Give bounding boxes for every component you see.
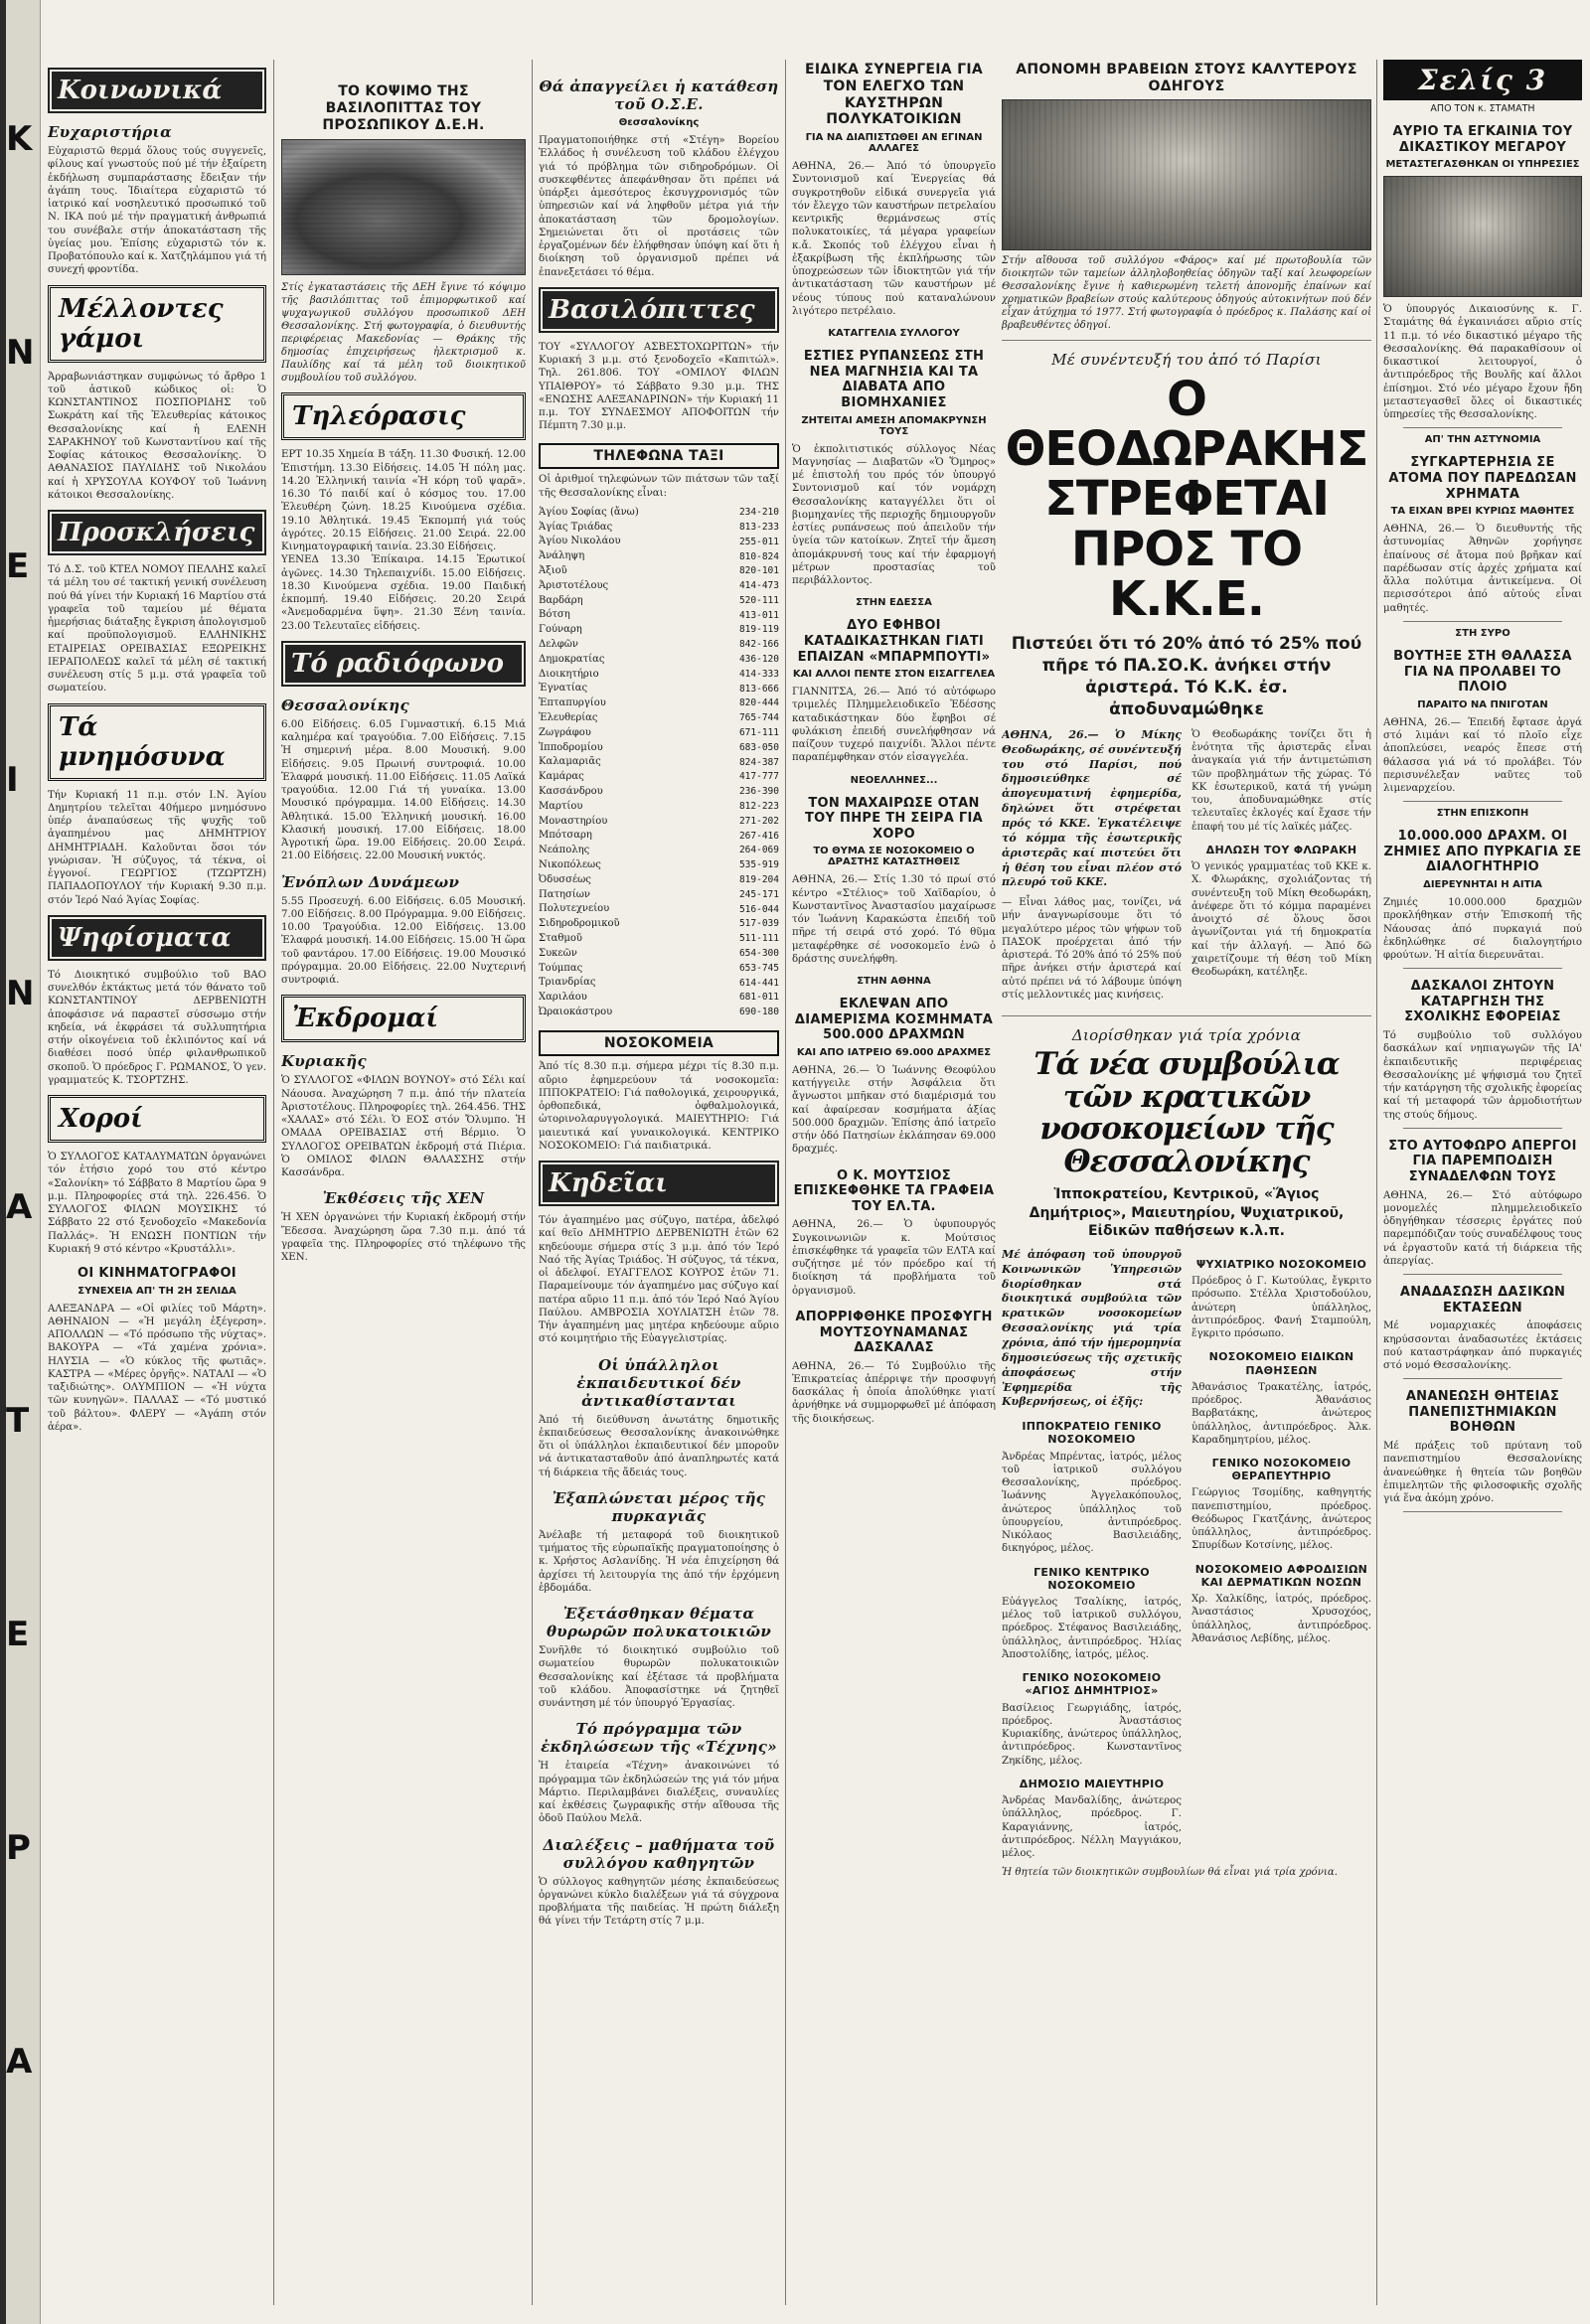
rubric-excursions: Ἐκδρομαί	[281, 995, 526, 1042]
taxi-stand: Ἐγνατίας	[539, 683, 588, 695]
headline-pollution-dek: ΖΗΤΕΙΤΑΙ ΑΜΕΣΗ ΑΠΟΜΑΚΡΥΝΣΗ ΤΟΥΣ	[801, 414, 987, 437]
taxi-row	[539, 579, 779, 594]
taxi-row	[539, 682, 779, 697]
taxi-row	[539, 844, 779, 858]
taxi-stand: Ἁγίας Τριάδας	[539, 521, 613, 533]
photo-vasilopitta	[281, 139, 526, 275]
section-text: Τό Διοικητικό συμβούλιο τοῦ ΒΑΟ συνελθόν ἐκτάκτως μετά τόν θάνατο τοῦ ΚΩΝΣΤΑΝΤΙΝΟΥ ΔΕΡΒΕΝΙΩΤΗ ἀποφάσισε νά παραστεῖ σύσσωμο στήν κηδεία, νά ἐκφράσει τά συλλυπητήρια στήν οἰκογένεια τοῦ ἐκλιπόντος καί νά διαθέσει ποσό ὑπέρ φιλανθρωπικοῦ σκοποῦ. Ὁ πρόεδρος Γ. ΡΩΜΑΝΟΣ, Ὁ γεν. γραμματεύς Κ. ΤΣΟΡΤΖΗΣ.	[48, 969, 266, 1086]
page-number-banner: Σελίς 3	[1383, 60, 1582, 100]
headline-jewellery-dek: ΚΑΙ ΑΠΟ ΙΑΤΡΕΙΟ 69.000 ΔΡΑΧΜΕΣ	[796, 1046, 992, 1058]
photo-caption: Στίς ἐγκαταστάσεις τῆς ΔΕΗ ἔγινε τό κόψιμο τῆς βασιλόπιττας τοῦ ἐπιμορφωτικοῦ καί ψυχαγωγικοῦ συλλόγου προσωπικοῦ ΔΕΗ Θεσσαλονίκης. Στή φωτογραφία, ὁ διευθυντής περιφέρειας Μακεδονίας — Θράκης τῆς δημοσίας ἐπιχειρήσεως ἠλεκτρισμοῦ κ. Παυλίδης καί τά μέλη τοῦ διοικητικοῦ συμβουλίου τοῦ συλλόγου.	[281, 282, 526, 385]
taxi-row	[539, 815, 779, 830]
item-text: ΑΘΗΝΑ, 26.— Ἐπειδή ἔφτασε ἀργά στό λιμάνι καί τό πλοῖο εἶχε ἀποπλεύσει, νεαρός ἔπεσε στή θάλασσα γιά νά τό προλάβει. Τόν περισυνέλεξαν ναῦτες τοῦ λιμεναρχείου.	[1383, 716, 1582, 794]
vasilopittes-text: ΤΟΥ «ΣΥΛΛΟΓΟΥ ΑΣΒΕΣΤΟΧΩΡΙΤΩΝ» τήν Κυριακή 3 μ.μ. στό ξενοδοχεῖο «Καπιτώλ». Τηλ. 261.806. ΤΟΥ «ΟΜΙΛΟΥ ΦΙΛΩΝ ΥΠΑΙΘΡΟΥ» τό Σάββατο 9.30 μ.μ. ΤΗΣ «ΕΝΩΣΗΣ ΑΛΕΞΑΝΔΡΙΝΩΝ» τήν Κυριακή 11 π.μ. ΤΟΥ ΣΥΝΔΕΣΜΟΥ ΑΠΟΦΟΙΤΩΝ τήν Πέμπτη 7.30 μ.μ.	[539, 341, 779, 432]
rubric-television: Τηλεόρασις	[281, 392, 526, 440]
hospital-board-heading: ΔΗΜΟΣΙΟ ΜΑΙΕΥΤΗΡΙΟ	[1019, 1777, 1165, 1790]
hospitals-heading: ΝΟΣΟΚΟΜΕΙΑ	[539, 1030, 779, 1057]
taxi-number: 813-233	[738, 521, 779, 533]
jewellery-text: ΑΘΗΝΑ, 26.— Ὁ Ἰωάννης Θεοφύλου κατήγγειλε στήν Ἀσφάλεια ὅτι ἄγνωστοι μπῆκαν στό διαμέρισμά του καί ἀφαίρεσαν κοσμήματα ἀξίας 500.000 δραχμῶν. Ἐπίσης ἀπό ἰατρεῖο στήν ὁδό Πατησίων ἐκλάπησαν 69.000 δραχμές.	[792, 1064, 996, 1156]
taxi-number: 414-333	[738, 668, 779, 680]
stabbing-text: ΑΘΗΝΑ, 26.— Στίς 1.30 τό πρωί στό κέντρο «Στέλιος» τοῦ Χαϊδαρίου, ὁ Κωνσταντῖνος Ἀναστασίου μαχαίρωσε τόν Ἰωάννη Καρακώστα ἐπειδή τοῦ πῆρε τή σειρά στό χορό. Τό θῦμα μεταφέρθηκε σέ νοσοκομεῖο ἐνῶ ὁ δράστης συνελήφθη.	[792, 874, 996, 965]
previous-page-letter: Ε	[6, 546, 28, 586]
item-headline: 10.000.000 ΔΡΑΧΜ. ΟΙ ΖΗΜΙΕΣ ΑΠΟ ΠΥΡΚΑΓΙΑ ΣΕ ΔΙΑΛΟΓΗΤΗΡΙΟ	[1383, 829, 1582, 875]
theodorakis-deck: Πιστεύει ὅτι τό 20% ἀπό τό 25% πού πῆρε τό ΠΑ.ΣΟ.Κ. ἀνήκει στήν ἀριστερά. Τό Κ.Κ. ἐσ. ἀποδυναμώθηκε	[1011, 633, 1362, 719]
previous-page-letter: Ι	[6, 760, 17, 800]
column-rule	[532, 60, 533, 2305]
taxi-row	[539, 917, 779, 932]
taxi-stand: Ὀδυσσέως	[539, 873, 591, 885]
byline: ΑΠΟ ΤΟΝ κ. ΣΤΑΜΑΤΗ	[1430, 103, 1535, 114]
taxi-stand: Νεάπολης	[539, 845, 590, 856]
previous-page-letter: Ε	[6, 1615, 28, 1654]
taxi-row	[539, 873, 779, 888]
brief-headline: Οἱ ὑπάλληλοι ἐκπαιδευτικοί δέν ἀντικαθίστανται	[576, 1355, 741, 1410]
florakis-text: Ὁ γενικός γραμματέας τοῦ ΚΚΕ κ. Χ. Φλωράκης, σχολιάζοντας τή συνέντευξη τοῦ Μίκη Θεοδωράκη, ἀνέφερε ὅτι τό κόμμα παραμένει ἀνοιχτό σέ ὅλους ὅσοι ἀγωνίζονται γιά τή δημοκρατία καί τήν ἀλλαγή. — Ἀπό δῶ χαιρετίζουμε τή θέση τοῦ Μίκη Θεοδωράκη, κατέληξε.	[1192, 861, 1371, 979]
previous-page-edge	[0, 0, 41, 2324]
brief-text: Ἀνέλαβε τή μεταφορά τοῦ διοικητικοῦ τμήματος τῆς εὐρωπαϊκῆς πραγματοποίησης ὁ κ. Χρήστος Ασλανίδης. Ἡ νέα ἐπιχείρηση θά ἀρχίσει τή λειτουργία της ἀπό τήν ἐρχόμενη ἑβδομάδα.	[539, 1529, 779, 1594]
item-headline: ΒΟΥΤΗΞΕ ΣΤΗ ΘΑΛΑΣΣΑ ΓΙΑ ΝΑ ΠΡΟΛΑΒΕΙ ΤΟ ΠΛΟΙΟ	[1393, 648, 1572, 696]
brief-headline: Ἐξετάσθηκαν θέματα θυρωρῶν πολυκατοικιῶν	[546, 1605, 772, 1641]
theodorakis-lead: ΑΘΗΝΑ, 26.— Ὁ Μίκης Θεοδωράκης, σέ συνέντευξή του στό Παρίσι, πού δημοσιεύθηκε σέ ἀπογευματινή ἐφημερίδα, δηλώνει ὅτι στρέφεται πρός τό ΚΚΕ. Ἐγκατέλειψε τό κόμμα τῆς ἐσωτερικῆς ἀριστερᾶς καί πιστεύει ὅτι ἡ θέση του εἶναι πλέον στό πλευρό τοῦ ΚΚΕ.	[1002, 727, 1182, 889]
hospitals-boards-headline: Τά νέα συμβούλια τῶν κρατικῶν νοσοκομείων τῆς Θεσσαλονίκης	[1034, 1046, 1340, 1179]
taxi-number: 654-300	[738, 948, 779, 960]
taxi-stand: Ἁγίου Νικολάου	[539, 536, 621, 547]
hospital-board-text: Γεώργιος Τσομίδης, καθηγητής πανεπιστημίου, πρόεδρος. Θεόδωρος Γκατζάνης, ἀνώτερος ὑπάλληλος, ἀντιπρόεδρος. Σπυρίδων Κοτσίνης, μέλος.	[1192, 1487, 1371, 1552]
taxi-row	[539, 800, 779, 815]
radio-schedule-thessaloniki: 6.00 Εἰδήσεις. 6.05 Γυμναστική. 6.15 Μιά καλημέρα καί τραγούδια. 7.00 Εἰδήσεις. 7.15 Ἡ σημερινή μέρα. 8.00 Μουσική. 9.00 Εἰδήσεις. 9.05 Πρωινή συντροφιά. 10.00 Ἐλαφρά μουσική. 11.00 Εἰδήσεις. 11.05 Λαϊκά τραγούδια. 12.00 Γιά τή γυναίκα. 13.00 Μουσικό πρόγραμμα. 14.00 Εἰδήσεις. 14.30 Ἀθλητικά. 15.00 Ἑλληνική μουσική. 16.00 Κλασική μουσική. 17.00 Εἰδήσεις. 18.00 Ἀγροτική ὥρα. 19.00 Εἰδήσεις. 20.00 Σειρά. 21.00 Εἰδήσεις. 22.00 Μουσική νυκτός.	[281, 718, 526, 862]
headline-vasilopitta-dei: ΤΟ ΚΟΨΙΜΟ ΤΗΣ ΒΑΣΙΛΟΠΙΤΤΑΣ ΤΟΥ ΠΡΟΣΩΠΙΚΟΥ Δ.Ε.Η.	[322, 83, 485, 133]
taxi-number: 653-745	[738, 962, 779, 974]
taxi-phones-heading: ΤΗΛΕΦΩΝΑ ΤΑΞΙ	[539, 443, 779, 470]
item-kicker: ΣΤΗΝ ΕΠΙΣΚΟΠΗ	[1436, 808, 1529, 820]
taxi-number: 236-390	[738, 786, 779, 798]
item-text: Μέ πράξεις τοῦ πρύτανη τοῦ πανεπιστημίου Θεσσαλονίκης ἀνανεώθηκε ἡ θητεία τῶν βοηθῶν ἐπιμελητῶν τῆς φιλοσοφικῆς σχολῆς γιά ἕνα ἀκόμη χρόνο.	[1383, 1441, 1582, 1505]
item-rule	[1403, 621, 1562, 622]
taxi-stand: Διοικητήριο	[539, 668, 599, 680]
taxi-phones-table	[539, 506, 779, 1020]
previous-page-letter: Τ	[6, 1401, 28, 1441]
taxi-number: 820-444	[738, 697, 779, 709]
taxi-number: 516-044	[738, 903, 779, 915]
column-rule	[1376, 60, 1377, 2305]
taxi-row	[539, 697, 779, 711]
taxi-number: 267-416	[738, 830, 779, 842]
hospital-board-heading: ΓΕΝΙΚΟ ΝΟΣΟΚΟΜΕΙΟ ΘΕΡΑΠΕΥΤΗΡΙΟ	[1211, 1457, 1352, 1483]
taxi-row	[539, 991, 779, 1006]
taxi-number: 842-166	[738, 639, 779, 651]
hospital-board-text: Πρόεδρος ὁ Γ. Κωτούλας, ἔγκριτο πρόσωπο. Στέλλα Χριστοδούλου, ἀνώτερη ὑπάλληλος, ἀντιπρόεδρος. Φανή Σταμπούλη, ἔγκριτο πρόσωπο.	[1192, 1276, 1371, 1340]
taxi-stand: Γούναρη	[539, 624, 582, 636]
taxi-stand: Σιδηροδρομικοῦ	[539, 918, 620, 930]
florakis-heading: ΔΗΛΩΣΗ ΤΟΥ ΦΛΩΡΑΚΗ	[1205, 843, 1357, 856]
section-dek: ΣΥΝΕΧΕΙΑ ΑΠ' ΤΗ 2Η ΣΕΛΙΔΑ	[78, 1285, 237, 1297]
taxi-row	[539, 976, 779, 991]
barbouti-text: ΓΙΑΝΝΙΤΣΑ, 26.— Ἀπό τό αὐτόφωρο τριμελές Πλημμελειοδικεῖο Ἐδέσσης καταδικάστηκαν δύο ἔφηβοι σέ φυλάκιση ἐπειδή συνελήφθησαν νά παίζουν τυχερό παιχνίδι. Ἄλλοι πέντε παραπέμφθηκαν στόν εἰσαγγελέα.	[792, 687, 996, 764]
excursions-sub-sunday: Κυριακῆς	[281, 1052, 367, 1071]
taxi-stand: Ἀριστοτέλους	[539, 579, 609, 591]
taxi-stand: Τριανδρίας	[539, 977, 596, 989]
taxi-row	[539, 741, 779, 756]
hospitals-boards-tail: Ἡ θητεία τῶν διοικητικῶν συμβουλίων θά εἶναι γιά τρία χρόνια.	[1002, 1867, 1338, 1879]
taxi-stand: Ζωγράφου	[539, 726, 591, 738]
taxi-row	[539, 668, 779, 683]
item-headline: ΔΑΣΚΑΛΟΙ ΖΗΤΟΥΝ ΚΑΤΑΡΓΗΣΗ ΤΗΣ ΣΧΟΛΙΚΗΣ ΕΦΟΡΕΙΑΣ	[1404, 979, 1561, 1025]
hospital-board-heading: ΝΟΣΟΚΟΜΕΙΟ ΑΦΡΟΔΙΣΙΩΝ ΚΑΙ ΔΕΡΜΑΤΙΚΩΝ ΝΟΣΩΝ	[1194, 1562, 1368, 1589]
item-text: ΑΘΗΝΑ, 26.— Στό αὐτόφωρο μονομελές πλημμελειοδικεῖο ὁδηγήθηκαν τέσσερις ἐργάτες πού παρεμπόδιζαν τούς συναδέλφους τους νά ἐργαστοῦν κατά τή διάρκεια τῆς ἀπεργίας.	[1383, 1189, 1582, 1267]
taxi-stand: Μαρτίου	[539, 800, 583, 812]
brief-text: Συνῆλθε τό διοικητικό συμβούλιο τοῦ σωματείου θυρωρῶν πολυκατοικιῶν Θεσσαλονίκης καί ἐξέτασε τά προβλήματα τοῦ κλάδου. Ἀποφασίστηκε νά ζητηθεῖ συνάντηση μέ τόν ὑπουργό Ἐργασίας.	[539, 1645, 779, 1710]
section-text: Τό Δ.Σ. τοῦ ΚΤΕΛ ΝΟΜΟΥ ΠΕΛΛΗΣ καλεῖ τά μέλη του σέ τακτική γενική συνέλευση πού θά γίνει τήν Κυριακή 16 Μαρτίου στά γραφεῖα τοῦ ταμείου μέ θέματα ἡμερήσιας διάταξης ἔγκριση ἀπολογισμοῦ καί προϋπολογισμοῦ. ΕΛΛΗΝΙΚΗΣ ΕΤΑΙΡΕΙΑΣ ΟΡΕΙΒΑΣΙΑΣ ΕΞΩΡΕΙΚΗΣ ΙΕΡΑΠΟΛΕΩΣ καλεῖ τά μέλη σέ τακτική συνέλευση στίς 5 μ.μ. στά γραφεῖα τοῦ σωματείου.	[48, 564, 266, 695]
taxi-row	[539, 962, 779, 977]
rubric-section: Ψηφίσματα	[48, 915, 266, 961]
item-text: Ὁ ὑπουργός Δικαιοσύνης κ. Γ. Σταμάτης θά ἐγκαινιάσει αὔριο στίς 11 π.μ. τό νέο δικαστικό μέγαρο τῆς Θεσσαλονίκης. Θά παρακαθίσουν οἱ δικαστικοί λειτουργοί, ὁ ἀντιπρόεδρος τῆς Βουλῆς καί ἄλλοι ἐπίσημοι. Στό νέο μέγαρο ἔχουν ἤδη μεταστεγασθεῖ ὅλες οἱ δικαστικές ὑπηρεσίες τῆς Θεσσαλονίκης.	[1383, 304, 1582, 421]
taxi-stand: Σταθμοῦ	[539, 932, 582, 944]
driver-awards-caption: Στήν αἴθουσα τοῦ συλλόγου «Φάρος» καί μέ πρωτοβουλία τῶν διοικητῶν τῶν ταμείων ἀλληλοβοηθείας ὁδηγῶν ταξί καί λεωφορείων Θεσσαλονίκης ἔγινε ἡ καθιερωμένη τελετή ἀπονομῆς ἐπαίνων καί χρηματικῶν βραβείων στούς καλύτερους ὁδηγούς αὐτοκινήτων πού δέν εἶχαν ἀτύχημα τό 1977. Στή φωτογραφία ὁ πρόεδρος κ. Παλάσης καί οἱ βραβευθέντες ὁδηγοί.	[1002, 254, 1371, 331]
previous-page-letter: Ρ	[6, 1828, 29, 1868]
taxi-row	[539, 902, 779, 917]
taxi-stand: Κασσάνδρου	[539, 785, 603, 797]
previous-page-letter: Κ	[6, 119, 31, 159]
headline-ose-sub: Θεσσαλονίκης	[618, 117, 700, 128]
excursions-text-xen: Ἡ ΧΕΝ ὀργανώνει τήν Κυριακή ἐκδρομή στήν Ἔδεσσα. Ἀναχώρηση ὥρα 7.30 π.μ. ἀπό τά γραφεῖα της. Πληροφορίες στό τηλέφωνο τῆς ΧΕΝ.	[281, 1212, 526, 1264]
theodorakis-text-a: — Εἶναι λάθος μας, τονίζει, νά μήν ἀναγνωρίσουμε ὅτι τό μεγαλύτερο μέρος τῶν ψήφων τοῦ ΠΑΣΟΚ προέρχεται ἀπό τήν ἀριστερά. Τό 20% ἀπό τό 25% πού πῆρε ἀνήκει στήν ἀριστερά καί αὐτό πρέπει νά τό λάβουμε ὑπόψη στίς μελλοντικές μας κινήσεις.	[1002, 897, 1182, 1001]
headline-burners: ΕΙΔΙΚΑ ΣΥΝΕΡΓΕΙΑ ΓΙΑ ΤΟΝ ΕΛΕΓΧΟ ΤΩΝ ΚΑΥΣΤΗΡΩΝ ΠΟΛΥΚΑΤΟΙΚΙΩΝ	[805, 62, 983, 128]
hospitals-text: Ἀπό τίς 8.30 π.μ. σήμερα μέχρι τίς 8.30 π.μ. αὔριο ἐφημερεύουν τά νοσοκομεῖα: ΙΠΠΟΚΡΑΤΕΙΟ: Γιά παθολογικά, χειρουργικά, ὀρθοπεδικά, ὀφθαλμολογικά, ὠτορινολαρυγγολογικά. ΜΑΙΕΥΤΗΡΙΟ: Γιά μαιευτικά καί γυναικολογικά. ΚΕΝΤΡΙΚΟ ΝΟΣΟΚΟΜΕΙΟ: Γιά παιδιατρικά.	[539, 1061, 779, 1152]
hospital-board-heading: ΓΕΝΙΚΟ ΚΕΝΤΡΙΚΟ ΝΟΣΟΚΟΜΕΙΟ	[1034, 1565, 1150, 1592]
hospitals-boards-deck: Ἱπποκρατείου, Κεντρικοῦ, «Ἅγιος Δημήτριος», Μαιευτηρίου, Ψυχιατρικοῦ, Εἰδικῶν παθήσεων κ.λ.π.	[1029, 1186, 1345, 1239]
taxi-stand: Καμάρας	[539, 771, 584, 783]
rubric-section: Κοινωνικά	[48, 68, 266, 113]
section-subheading: ΟΙ ΚΙΝΗΜΑΤΟΓΡΑΦΟΙ	[78, 1266, 237, 1281]
taxi-row	[539, 594, 779, 609]
taxi-number: 820-101	[738, 565, 779, 577]
taxi-number: 255-011	[738, 536, 779, 547]
previous-page-letter: Ν	[6, 333, 33, 373]
kicker-complaint: ΚΑΤΑΓΓΕΛΙΑ ΣΥΛΛΟΓΟΥ	[828, 328, 960, 340]
headline-ose: Θά ἀπαγγείλει ἡ κατάθεση τοῦ Ο.Σ.Ε.	[539, 77, 779, 113]
theodorakis-body-right	[1192, 728, 1371, 1007]
ose-text: Πραγματοποιήθηκε στή «Στέγη» Βορείου Ἑλλάδος ἡ συνέλευση τοῦ κλάδου ἐλέγχου γιά τό πρόβλημα τῶν σιδηροδρόμων. Οἱ συσκεφθέντες ἀπεφάνθησαν ὅτι πρέπει νά ὑπάρξει ἀμεσότερος ἐκσυγχρονισμός τῶν ὑπηρεσιῶν καί νά ληφθοῦν μέτρα γιά τήν ἀποκατάσταση τῶν δρομολογίων. Σημειώνεται ὅτι οἱ προτάσεις τῶν ἐργαζομένων δέν ἐλήφθησαν ὑπόψη καί ὅτι ἡ διοίκηση τοῦ ὀργανισμοῦ πρέπει νά ἐπανεξετάσει τό θέμα.	[539, 135, 779, 278]
taxi-stand: Ἱπποδρομίου	[539, 741, 603, 753]
rubric-section: Χοροί	[48, 1095, 266, 1143]
headline-burners-dek: ΓΙΑ ΝΑ ΔΙΑΠΙΣΤΩΘΕΙ ΑΝ ΕΓΙΝΑΝ ΑΛΛΑΓΕΣ	[805, 132, 983, 155]
brief-text: Ἡ ἑταιρεία «Τέχνη» ἀνακοινώνει τό πρόγραμμα τῶν ἐκδηλώσεών της γιά τόν μήνα Μάρτιο. Περιλαμβάνει διαλέξεις, συναυλίες καί ἐκθέσεις ζωγραφικῆς στήν αἴθουσα τῆς ὁδοῦ Παύλου Μελᾶ.	[539, 1761, 779, 1825]
rubric-vasilopittes: Βασιλόπιττες	[539, 287, 779, 333]
hospital-board-text: Ἀνδρέας Μπρέντας, ἰατρός, μέλος τοῦ ἰατρικοῦ συλλόγου Θεσσαλονίκης, πρόεδρος. Ἰωάννης Ἀγγελακόπουλος, ἀνώτερος ὑπάλληλος τοῦ ὑπουργείου, ἀντιπρόεδρος. Νικόλαος Βασιλειάδης, δικηγόρος, μέλος.	[1002, 1451, 1182, 1555]
radio-sub-thessaloniki: Θεσσαλονίκης	[281, 696, 409, 714]
taxi-stand: Μπότσαρη	[539, 830, 592, 842]
hospitals-boards-kicker: Διορίσθηκαν γιά τρία χρόνια	[1071, 1026, 1302, 1045]
item-rule	[1403, 801, 1562, 802]
taxi-stand: Δελφῶν	[539, 638, 578, 650]
section-rule	[1002, 340, 1371, 341]
item-text: Μέ νομαρχιακές ἀποφάσεις κηρύσσονται ἀναδασωτέες ἐκτάσεις πού καταστράφηκαν ἀπό πυρκαγιές στό νομό Θεσσαλονίκης.	[1383, 1320, 1582, 1372]
taxi-row	[539, 564, 779, 579]
taxi-number: 671-111	[738, 727, 779, 739]
theodorakis-headline: Ο ΘΕΟΔΩΡΑΚΗΣ ΣΤΡΕΦΕΤΑΙ ΠΡΟΣ ΤΟ Κ.Κ.Ε.	[1005, 371, 1368, 628]
taxi-row	[539, 653, 779, 668]
taxi-number: 819-119	[738, 624, 779, 636]
hospital-board-heading: ΓΕΝΙΚΟ ΝΟΣΟΚΟΜΕΙΟ «ΑΓΙΟΣ ΔΗΜΗΤΡΙΟΣ»	[1022, 1671, 1162, 1698]
section-text: Τήν Κυριακή 11 π.μ. στόν Ι.Ν. Ἁγίου Δημητρίου τελεῖται 40ήμερο μνημόσυνο ὑπέρ ἀναπαύσεως τῆς ψυχῆς τοῦ ἀγαπημένου μας ΔΗΜΗΤΡΙΟΥ ΔΗΜΗΤΡΙΑΔΗ. Καλοῦνται ὅσοι τόν γνώρισαν. Ἡ σύζυγος, τά τέκνα, οἱ ἐγγονοί. ΓΕΩΡΓΙΟΣ (ΤΖΩΡΤΖΗ) ΠΑΠΑΔΟΠΟΥΛΟΥ τήν Κυριακή 9.30 π.μ. στόν Ἱερό Ναό Ἁγίας Σοφίας.	[48, 789, 266, 906]
taxi-row	[539, 726, 779, 741]
brief-headline: Διαλέξεις – μαθήματα τοῦ συλλόγου καθηγητῶν	[543, 1835, 775, 1872]
taxi-number: 414-473	[738, 580, 779, 592]
headline-jewellery-theft: ΕΚΛΕΨΑΝ ΑΠΟ ΔΙΑΜΕΡΙΣΜΑ ΚΟΣΜΗΜΑΤΑ 500.000 ΔΡΑΧΜΩΝ	[794, 997, 994, 1043]
taxi-number: 436-120	[738, 654, 779, 666]
taxi-stand: Καλαμαριᾶς	[539, 756, 601, 768]
taxi-number: 413-011	[738, 609, 779, 621]
kicker-neoellines: ΝΕΟΕΛΛΗΝΕΣ...	[850, 774, 938, 786]
taxi-stand: Νικοπόλεως	[539, 858, 601, 870]
hospitals-boards-left	[1002, 1248, 1182, 1866]
photo-courthouse	[1383, 176, 1582, 297]
column-news	[792, 60, 996, 2315]
taxi-row	[539, 506, 779, 521]
taxi-stand: Πολυτεχνείου	[539, 903, 610, 915]
headline-moutsios: Ο Κ. ΜΟΥΤΣΙΟΣ ΕΠΙΣΚΕΦΘΗΚΕ ΤΑ ΓΡΑΦΕΙΑ ΤΟΥ ΕΛ.ΤΑ.	[793, 1167, 995, 1214]
section-subheading: Ευχαριστήρια	[48, 123, 172, 141]
item-text: ΑΘΗΝΑ, 26.— Ὁ διευθυντής τῆς ἀστυνομίας Ἀθηνῶν χορήγησε ἐπαίνους σέ ἄτομα πού βρῆκαν καί παρέδωσαν στίς ἀρχές χρήματα καί ἄλλα πολύτιμα ἀντικείμενα. Οἱ περισσότεροι ἀπό αὐτούς εἶναι μαθητές.	[1383, 524, 1582, 614]
taxi-row	[539, 785, 779, 800]
brief-text: Ἀπό τή διεύθυνση ἀνωτάτης δημοτικῆς ἐκπαιδεύσεως Θεσσαλονίκης ἀνακοινώθηκε ὅτι οἱ ὑπάλληλοι ἐκπαιδευτικοί δέν μποροῦν νά ἀντικατασταθοῦν ἀπό ἀναπληρωτές κατά τή διάρκεια τῆς ἄδειάς τους.	[539, 1414, 779, 1478]
hospital-board-text: Ἀνδρέας Μανδαλίδης, ἀνώτερος ὑπάλληλος, πρόεδρος. Γ. Καραγιάννης, ἰατρός, ἀντιπρόεδρος. Νέλλη Μαγγιάκου, μέλος.	[1002, 1795, 1182, 1860]
taxi-number: 511-111	[738, 933, 779, 945]
hospital-board-heading: ΙΠΠΟΚΡΑΤΕΙΟ ΓΕΝΙΚΟ ΝΟΣΟΚΟΜΕΙΟ	[1022, 1420, 1162, 1447]
taxi-number: 690-180	[738, 1007, 779, 1018]
item-dek: ΔΙΕΡΕΥΝΗΤΑΙ Η ΑΙΤΙΑ	[1423, 879, 1542, 891]
taxi-row	[539, 521, 779, 536]
item-dek: ΜΕΤΑΣΤΕΓΑΣΘΗΚΑΝ ΟΙ ΥΠΗΡΕΣΙΕΣ	[1385, 159, 1580, 171]
taxi-row	[539, 829, 779, 844]
taxi-row	[539, 549, 779, 564]
taxi-number: 517-039	[738, 918, 779, 930]
item-kicker: ΑΠ' ΤΗΝ ΑΣΤΥΝΟΜΙΑ	[1424, 434, 1541, 446]
rubric-section: Τά μνημόσυνα	[48, 703, 266, 781]
headline-teacher-appeal: ΑΠΟΡΡΙΦΘΗΚΕ ΠΡΟΣΦΥΓΗ ΜΟΥΤΣΟΥΝΑΜΑΝΑΣ ΔΑΣΚΑΛΑΣ	[795, 1309, 993, 1356]
item-text: Ζημιές 10.000.000 δραχμῶν προκλήθηκαν στήν Ἐπισκοπή τῆς Νάουσας ἀπό πυρκαγιά πού ἐκδηλώθηκε σέ διαλογητήριο φρούτων. Ἡ αἰτία διερευνᾶται.	[1383, 897, 1582, 962]
hospital-board-text: Ἀθανάσιος Τρακατέλης, ἰατρός, πρόεδρος. Ἀθανάσιος Βαρβατάκης, ἀνώτερος ὑπάλληλος, ἀντιπρόεδρος. Ἀλκ. Καραδημητρίου, μέλος.	[1192, 1381, 1371, 1446]
item-headline: ΑΝΑΝΕΩΣΗ ΘΗΤΕΙΑΣ ΠΑΝΕΠΙΣΤΗΜΙΑΚΩΝ ΒΟΗΘΩΝ	[1405, 1389, 1560, 1436]
excursions-sub-xen: Ἐκθέσεις τῆς ΧΕΝ	[322, 1189, 485, 1208]
taxi-stand: Ὠραιοκάστρου	[539, 1006, 613, 1017]
section-text: Ὁ ΣΥΛΛΟΓΟΣ ΚΑΤΑΛΥΜΑΤΩΝ ὀργανώνει τόν ἐτήσιο χορό του στό κέντρο «Σαλονίκη» τό Σάββατο 8 Μαρτίου ὥρα 9 μ.μ. Πληροφορίες στά τηλ. 226.456. Ὁ ΣΥΛΛΟΓΟΣ ΦΙΛΩΝ ΜΟΥΣΙΚΗΣ τό Σάββατο 22 στό ξενοδοχεῖο «Μακεδονία Παλλάς». Ἡ ΕΝΩΣΗ ΠΟΝΤΙΩΝ τήν Κυριακή 9 στό κέντρο «Κρυστάλλι».	[48, 1152, 266, 1255]
column-rule	[785, 60, 786, 2305]
taxi-row	[539, 1006, 779, 1020]
headline-barbouti: ΔΥΟ ΕΦΗΒΟΙ ΚΑΤΑΔΙΚΑΣΤΗΚΑΝ ΓΙΑΤΙ ΕΠΑΙΖΑΝ «ΜΠΑΡΜΠΟΥΤΙ»	[797, 618, 991, 665]
section-text: Ἀρραβωνιάστηκαν συμφώνως τό ἄρθρο 1 τοῦ ἀστικοῦ κώδικος οἱ: Ὁ ΚΩΝΣΤΑΝΤΙΝΟΣ ΠΟΣΠΟΡΙΔΗΣ τοῦ Σωκράτη καί τῆς Ἐλευθερίας κάτοικος Θεσσαλονίκης καί ἡ ΕΛΕΝΗ ΣΑΡΑΚΗΝΟΥ τοῦ Κωνσταντίνου καί τῆς Σοφίας κάτοικος Θεσσαλονίκης. Ὁ ΑΘΑΝΑΣΙΟΣ ΠΑΥΛΙΔΗΣ τοῦ Νικολάου καί ἡ ΧΡΥΣΟΥΛΑ ΚΟΥΦΟΥ τοῦ Ἰωάννη κάτοικοι Θεσσαλονίκης.	[48, 371, 266, 501]
headline-barbouti-dek: ΚΑΙ ΑΛΛΟΙ ΠΕΝΤΕ ΣΤΟΝ ΕΙΣΑΓΓΕΛΕΑ	[792, 669, 996, 681]
rubric-radio: Τό ραδιόφωνο	[281, 641, 526, 687]
taxi-number: 812-223	[738, 801, 779, 813]
taxi-stand: Τούμπας	[539, 962, 583, 974]
item-rule	[1403, 427, 1562, 428]
column-lead	[1002, 60, 1371, 2315]
brief-text: Ὁ σύλλογος καθηγητῶν μέσης ἐκπαιδεύσεως ὀργανώνει κύκλο διαλέξεων γιά τά σύγχρονα προβλήματα τῆς παιδείας. Ἡ πρώτη διάλεξη θά γίνει τήν Τετάρτη στίς 7 μ.μ.	[539, 1876, 779, 1928]
taxi-number: 264-069	[738, 845, 779, 856]
taxi-stand: Χαριλάου	[539, 992, 587, 1004]
section-text: ΑΛΕΞΑΝΔΡΑ — «Οἱ φιλίες τοῦ Μάρτη». ΑΘΗΝΑΙΟΝ — «Ἡ μεγάλη ἐξέγερση». ΑΠΟΛΛΩΝ — «Τό πρόσωπο τῆς νύχτας». ΒΑΚΟΥΡΑ — «Τά χαμένα χρόνια». ΗΛΥΣΙΑ — «Ὁ κύκλος τῆς φωτιᾶς». ΚΑΣΤΡΑ — «Μέρες ὀργῆς». ΝΑΤΑΛΙ — «Ὁ ταξιδιώτης». ΟΛΥΜΠΙΟΝ — «Ἡ νύχτα τῶν κυνηγῶν». ΠΑΛΛΑΣ — «Τό μυστικό τοῦ βάλτου». ΦΛΕΡΥ — «Ἀγάπη στόν ἀέρα».	[48, 1303, 266, 1433]
taxi-row	[539, 623, 779, 638]
taxi-stand: Ἐλευθερίας	[539, 711, 598, 723]
headline-stabbing: ΤΟΝ ΜΑΧΑΙΡΩΣΕ ΟΤΑΝ ΤΟΥ ΠΗΡΕ ΤΗ ΣΕΙΡΑ ΓΙΑ ΧΟΡΟ	[804, 795, 984, 842]
taxi-row	[539, 608, 779, 623]
taxi-number: 810-824	[738, 550, 779, 562]
pollution-text: Ὁ ἐκπολιτιστικός σύλλογος Νέας Μαγνησίας — Διαβατῶν «Ὁ Ὅμηρος» μέ ἐπιστολή του πρός τόν ὑπουργό Συντονισμοῦ καί τόν νομάρχη Θεσσαλονίκης καταγγέλλει ὅτι οἱ βιομηχανίες τῆς περιοχῆς δημιουργοῦν ἑστίες ρυπάνσεως πού ἀπειλοῦν τήν ὑγεία τῶν κατοίκων. Ζητεῖ τήν ἄμεση ἀπομάκρυνσή τους καί τήν ἐφαρμογή μέτρων προστασίας τοῦ περιβάλλοντος.	[792, 443, 996, 587]
teacher-appeal-text: ΑΘΗΝΑ, 26.— Τό Συμβούλιο τῆς Ἐπικρατείας ἀπέρριψε τήν προσφυγή δασκάλας ἡ ὁποία ἀπολύθηκε γιατί ἀρνήθηκε νά συμμορφωθεῖ μέ ἀπόφαση τῆς διοικήσεως.	[792, 1360, 996, 1425]
taxi-number: 824-387	[738, 756, 779, 768]
hospitals-boards-lead: Μέ ἀπόφαση τοῦ ὑπουργοῦ Κοινωνικῶν Ὑπηρεσιῶν διορίσθηκαν στά διοικητικά συμβούλια τῶν κρατικῶν νοσοκομείων Θεσσαλονίκης γιά τρία χρόνια, ἀπό τήν ἡμερομηνία δημοσιεύσεως τῆς σχετικῆς ἀποφάσεως στήν Ἐφημερίδα τῆς Κυβερνήσεως, οἱ ἑξῆς:	[1002, 1247, 1182, 1409]
taxi-number: 535-919	[738, 859, 779, 871]
item-headline: ΑΥΡΙΟ ΤΑ ΕΓΚΑΙΝΙΑ ΤΟΥ ΔΙΚΑΣΤΙΚΟΥ ΜΕΓΑΡΟΥ	[1392, 124, 1573, 155]
headline-stabbing-dek: ΤΟ ΘΥΜΑ ΣΕ ΝΟΣΟΚΟΜΕΙΟ Ο ΔΡΑΣΤΗΣ ΚΑΤΑΣΤΗΘΕΙΣ	[813, 846, 975, 868]
theodorakis-kicker: Μέ συνέντευξή του ἀπό τό Παρίσι	[1051, 350, 1322, 369]
previous-page-letter: Ν	[6, 974, 33, 1013]
column-broadcast	[281, 60, 526, 2315]
item-rule	[1403, 968, 1562, 969]
taxi-stand: Πατησίων	[539, 888, 590, 900]
kicker-edessa: ΣΤΗΝ ΕΔΕΣΣΑ	[856, 597, 932, 609]
taxi-stand: Βότση	[539, 609, 570, 621]
rubric-section: Μέλλοντες γάμοι	[48, 285, 266, 363]
item-kicker: ΣΤΗ ΣΥΡΟ	[1455, 627, 1510, 639]
hospital-board-heading: ΨΥΧΙΑΤΡΙΚΟ ΝΟΣΟΚΟΜΕΙΟ	[1195, 1257, 1367, 1271]
taxi-stand: Βαρδάρη	[539, 594, 583, 606]
item-text: Τό συμβούλιο τοῦ συλλόγου δασκάλων καί νηπιαγωγῶν τῆς ΙΑ' ἐκπαιδευτικῆς περιφέρειας Θεσσαλονίκης μέ ψήφισμά του ζητεῖ τήν κατάργηση τῆς σχολικῆς ἐφορείας καί τή μεταφορά τῶν ἁρμοδιοτήτων της στούς δήμους.	[1383, 1030, 1582, 1121]
item-headline: ΣΥΓΚΑΡΤΕΡΗΣΙΑ ΣΕ ΑΤΟΜΑ ΠΟΥ ΠΑΡΕΔΩΣΑΝ ΧΡΗΜΑΤΑ	[1388, 455, 1577, 502]
theodorakis-body	[1002, 728, 1371, 1007]
taxi-stand: Δημοκρατίας	[539, 653, 605, 665]
column-social	[48, 60, 266, 2315]
taxi-number: 520-111	[738, 594, 779, 606]
taxi-intro: Οἱ ἀριθμοί τηλεφώνων τῶν πιάτσων τῶν ταξί τῆς Θεσσαλονίκης εἶναι:	[539, 474, 779, 499]
previous-page-letter: Α	[6, 1187, 31, 1227]
taxi-number: 819-204	[738, 874, 779, 886]
taxi-stand: Συκεῶν	[539, 947, 577, 959]
rubric-section: Προσκλήσεις	[48, 510, 266, 555]
taxi-row	[539, 535, 779, 549]
hospital-board-text: Εὐάγγελος Τσαλίκης, ἰατρός, μέλος τοῦ ἰατρικοῦ συλλόγου, πρόεδρος. Στέφανος Βασιλειάδης, ὑπάλληλος, ἀντιπρόεδρος. Ἠλίας Ἀποστολίδης, ἰατρός, μέλος.	[1002, 1596, 1182, 1660]
brief-headline: Τό πρόγραμμα τῶν ἐκδηλώσεων τῆς «Τέχνης»	[541, 1720, 777, 1757]
hospital-board-heading: ΝΟΣΟΚΟΜΕΙΟ ΕΙΔΙΚΩΝ ΠΑΘΗΣΕΩΝ	[1208, 1350, 1354, 1377]
taxi-stand: Ἁγίου Σοφίας (ἄνω)	[539, 506, 639, 518]
taxi-number: 683-050	[738, 741, 779, 753]
page3-items	[1383, 124, 1582, 1512]
theodorakis-body-left	[1002, 728, 1182, 1007]
column-services	[539, 60, 779, 2315]
taxi-number: 765-744	[738, 712, 779, 724]
item-rule	[1403, 1378, 1562, 1379]
taxi-row	[539, 711, 779, 726]
taxi-stand: Ἀξιοῦ	[539, 564, 567, 576]
brief-headline: Ἐξαπλώνεται μέρος τῆς πυρκαγιᾶς	[552, 1488, 766, 1525]
radio-sub-armed-forces: Ἐνόπλων Δυνάμεων	[281, 872, 460, 891]
taxi-row	[539, 755, 779, 770]
tv-schedule: ΕΡΤ 10.35 Χημεία Β τάξη. 11.30 Φυσική. 12.00 Ἐπιστήμη. 13.30 Εἰδήσεις. 14.05 Ἡ πόλη μας. 14.20 Ἐλληνική ταινία «Ἡ κόρη τοῦ ψαρᾶ». 16.30 Τό παιδί καί ὁ κόσμος του. 17.00 Ἐλευθέρη ζώνη. 18.25 Κινούμενα σχέδια. 19.10 Ἀθλητικά. 19.45 Ἐκπομπή γιά τούς ἀγρότες. 20.15 Εἰδήσεις. 21.00 Σειρά. 22.00 Κινηματογραφική ταινία. 23.30 Εἰδήσεις. ΥΕΝΕΔ 13.30 Ἐπίκαιρα. 14.15 Ἐρωτικοί ἀγῶνες. 14.30 Τηλεπαιχνίδι. 15.00 Εἰδήσεις. 18.30 Κινούμενα σχέδια. 19.00 Παιδική ἐκπομπή. 19.40 Εἰδήσεις. 20.20 Σειρά «Ἀνεμοδαρμένα ὕψη». 21.30 Ξένη ταινία. 23.00 Τελευταῖες εἰδήσεις.	[281, 449, 526, 632]
taxi-row	[539, 932, 779, 947]
item-headline: ΣΤΟ ΑΥΤΟΦΩΡΟ ΑΠΕΡΓΟΙ ΓΙΑ ΠΑΡΕΜΠΟΔΙΣΗ ΣΥΝΑΔΕΛΦΩΝ ΤΟΥΣ	[1388, 1138, 1577, 1184]
item-dek: ΤΑ ΕΙΧΑΝ ΒΡΕΙ ΚΥΡΙΩΣ ΜΑΘΗΤΕΣ	[1390, 506, 1575, 518]
item-dek: ΠΑΡΑΙΤΟ ΝΑ ΠΝΙΓΟΤΑΝ	[1417, 698, 1548, 710]
item-rule	[1403, 1511, 1562, 1512]
column-page3	[1383, 60, 1582, 2315]
hospital-board-text: Χρ. Χαλκίδης, ἰατρός, πρόεδρος. Ἀναστάσιος Χρυσοχόος, ὑπάλληλος, ἀντιπρόεδρος. Ἀθανάσιος Λεβίδης, μέλος.	[1192, 1594, 1371, 1644]
funerals-text: Τόν ἀγαπημένο μας σύζυγο, πατέρα, ἀδελφό καί θεῖο ΔΗΜΗΤΡΙΟ ΔΕΡΒΕΝΙΩΤΗ ἐτῶν 62 κηδεύουμε σήμερα στίς 3 μ.μ. ἀπό τόν Ἱερό Ναό τῆς Ἁγίας Τριάδος. Ἡ σύζυγος, τά τέκνα, οἱ ἀδελφοί. ΕΥΑΓΓΕΛΟΣ ΚΟΥΡΟΣ ἐτῶν 71. Παραμείνουμε τόν ἀγαπημένο μας σύζυγο καί πατέρα αὔριο 11 π.μ. ἀπό τόν Ἱερό Ναό Ἁγίου Παύλου. ΑΜΒΡΟΣΙΑ ΧΟΥΛΙΑΤΣΗ ἐτῶν 78. Τήν ἀγαπημένη μας μητέρα κηδεύουμε αὔριο στό κοιμητήριο τῆς Εὐαγγελιστρίας.	[539, 1215, 779, 1345]
moutsios-text: ΑΘΗΝΑ, 26.— Ὁ ὑφυπουργός Συγκοινωνιῶν κ. Μούτσιος ἐπισκέφθηκε τά γραφεῖα τῶν ΕΛΤΑ καί συζήτησε μέ τόν πρόεδρο καί τή διοίκηση τά προβλήματα τοῦ ὀργανισμοῦ.	[792, 1219, 996, 1297]
burners-text: ΑΘΗΝΑ, 26.— Ἀπό τό ὑπουργεῖο Συντονισμοῦ καί Ἐνεργείας θά συγκροτηθοῦν εἰδικά συνεργεῖα γιά τόν ἔλεγχο τῶν καυστήρων πετρελαίου κεντρικῆς θερμάνσεως στίς πολυκατοικίες, τά μέγαρα γραφείων κ.ἄ. Σκοπός τοῦ ἐλέγχου εἶναι ἡ ἐξακρίβωση τῆς ἐκπλήρωσης τῶν ὑποχρεώσεων τῶν ἰδιοκτητῶν γιά τήν ἀντικατάσταση τῶν καυστήρων μέ νέους τύπους πού καταναλώνουν λιγότερο πετρέλαιο.	[792, 161, 996, 317]
taxi-number: 813-666	[738, 683, 779, 695]
kicker-athens: ΣΤΗΝ ΑΘΗΝΑ	[857, 976, 931, 988]
taxi-row	[539, 888, 779, 903]
section-text: Εὐχαριστῶ θερμά ὅλους τούς συγγενεῖς, φίλους καί γνωστούς πού μέ τήν ἐξαίρετη ἐκδήλωση συμπαράστασης ἔδειξαν τήν ἀγάπη τους. Ἰδιαίτερα εὐχαριστῶ τό ἰατρικό καί νοσηλευτικό προσωπικό τοῦ Ν. ΙΚΑ πού μέ τήν πραγματική ἀνθρωπιά του συνέβαλε στήν ἀποκατάσταση τῆς ὑγείας μου. Ἐπίσης εὐχαριστῶ τόν κ. Προβατόπουλο καί κ. Χατζηλάμπου γιά τή συνεχή φροντίδα.	[48, 146, 266, 276]
taxi-row	[539, 638, 779, 653]
taxi-number: 271-202	[738, 815, 779, 827]
rubric-funerals: Κηδεῖαι	[539, 1161, 779, 1206]
item-rule	[1403, 1128, 1562, 1129]
taxi-row	[539, 770, 779, 785]
hospitals-boards-body	[1002, 1248, 1371, 1866]
radio-schedule-armed-forces: 5.55 Προσευχή. 6.00 Εἰδήσεις. 6.05 Μουσική. 7.00 Εἰδήσεις. 8.00 Πρόγραμμα. 9.00 Εἰδήσεις. 10.00 Τραγούδια. 12.00 Εἰδήσεις. 13.00 Ἐλαφρά μουσική. 14.00 Εἰδήσεις. 15.00 Ἡ ὥρα τοῦ φαντάρου. 17.00 Εἰδήσεις. 19.00 Μουσικό πρόγραμμα. 20.00 Εἰδήσεις. 22.00 Νυχτερινή συντροφιά.	[281, 895, 526, 987]
column-rule	[273, 60, 274, 2305]
taxi-number: 681-011	[738, 992, 779, 1004]
excursions-text: Ὁ ΣΥΛΛΟΓΟΣ «ΦΙΛΩΝ ΒΟΥΝΟΥ» στό Σέλι καί Νάουσα. Ἀναχώρηση 7 π.μ. ἀπό τήν πλατεία Ἀριστοτέλους. Πληροφορίες τηλ. 264.456. ΤΗΣ «ΧΑΛΑΣ» στό Σέλι. Ὁ ΕΟΣ στόν Ὄλυμπο. Ἡ ΟΜΑΔΑ ΟΡΕΙΒΑΣΙΑΣ στή Βέρμιο. Ὁ ΣΥΛΛΟΓΟΣ ΟΡΕΙΒΑΤΩΝ ἐκδρομή στά Πιέρια. Ὁ ΟΜΙΛΟΣ ΦΙΛΩΝ ΘΑΛΑΣΣΗΣ στήν Κασσάνδρα.	[281, 1075, 526, 1179]
theodorakis-text-b: Ὁ Θεοδωράκης τονίζει ὅτι ἡ ἑνότητα τῆς ἀριστερᾶς εἶναι ἀναγκαία γιά τήν ἀντιμετώπιση τῶν προβλημάτων τῆς χώρας. Τό ΚΚ ἐσωτερικοῦ, κατά τή γνώμη του, ἀποδυναμώθηκε στίς τελευταῖες ἐκλογές καί ἔχασε τήν ἐπαφή του μέ τίς λαϊκές μάζες.	[1192, 728, 1371, 833]
taxi-number: 614-441	[738, 977, 779, 989]
taxi-stand: Μοναστηρίου	[539, 815, 608, 827]
taxi-number: 417-777	[738, 771, 779, 783]
headline-pollution: ΕΣΤΙΕΣ ΡΥΠΑΝΣΕΩΣ ΣΤΗ ΝΕΑ ΜΑΓΝΗΣΙΑ ΚΑΙ ΤΑ ΔΙΑΒΑΤΑ ΑΠΟ ΒΙΟΜΗΧΑΝΙΕΣ	[803, 349, 985, 410]
taxi-row	[539, 858, 779, 873]
section-rule	[1002, 1015, 1371, 1016]
previous-page-letter: Α	[6, 2042, 31, 2082]
photo-driver-awards	[1002, 99, 1371, 250]
headline-driver-awards: ΑΠΟΝΟΜΗ ΒΡΑΒΕΙΩΝ ΣΤΟΥΣ ΚΑΛΥΤΕΡΟΥΣ ΟΔΗΓΟΥΣ	[1016, 62, 1357, 94]
hospitals-boards-right	[1192, 1248, 1371, 1866]
taxi-number: 234-210	[738, 507, 779, 519]
taxi-number: 245-171	[738, 888, 779, 900]
item-rule	[1403, 1274, 1562, 1275]
taxi-stand: Ἑπταπυργίου	[539, 697, 606, 709]
hospital-board-text: Βασίλειος Γεωργιάδης, ἰατρός, πρόεδρος. Ἀναστάσιος Κυριακίδης, ἀνώτερος ὑπάλληλος, ἀντιπρόεδρος. Κωνσταντῖνος Ζηκίδης, μέλος.	[1002, 1702, 1182, 1767]
item-headline: ΑΝΑΔΑΣΩΣΗ ΔΑΣΙΚΩΝ ΕΚΤΑΣΕΩΝ	[1399, 1285, 1566, 1316]
taxi-stand: Ἀνάληψη	[539, 550, 585, 562]
taxi-row	[539, 947, 779, 962]
